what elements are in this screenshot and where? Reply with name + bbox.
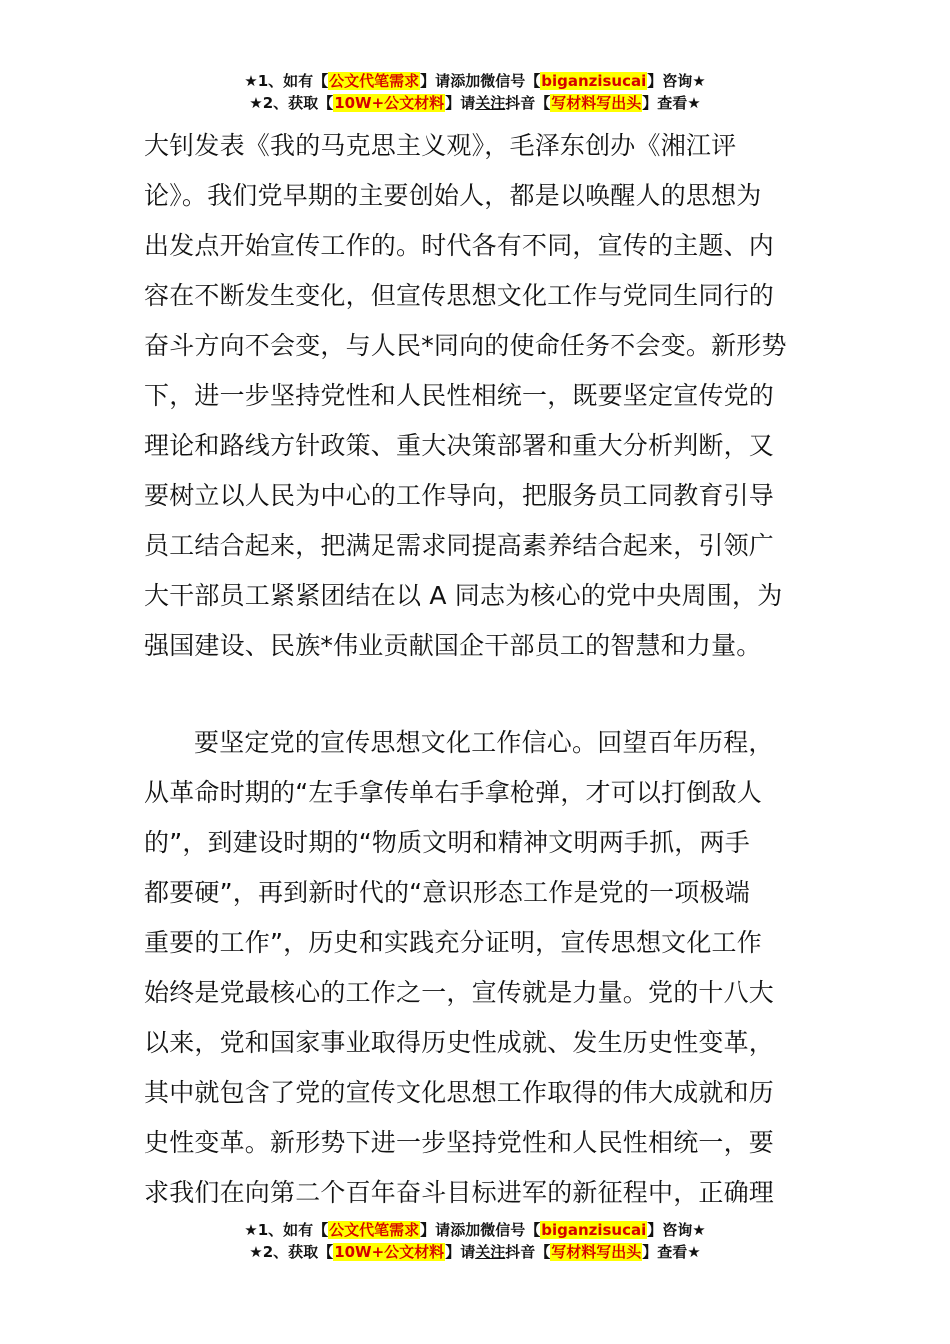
paragraph-line: 论》。我们党早期的主要创始人，都是以唤醒人的思想为 [144,181,762,210]
banner-text: ★1、如有【 [244,72,329,90]
banner-text: ★2、获取【 [249,1243,334,1261]
banner-highlight: 公文代笔需求 [329,1221,420,1239]
banner-text: 微信号【 [480,72,541,90]
header-banner-line-1 [0,70,950,92]
paragraph-line: 大钊发表《我的马克思主义观》，毛泽东创办《湘江评 [144,131,737,160]
paragraph-line: 以来，党和国家事业取得历史性成就、发生历史性变革， [144,1028,775,1057]
header-banner-line-2 [0,92,950,114]
paragraph-line: 其中就包含了党的宣传文化思想工作取得的伟大成就和历 [144,1078,775,1107]
banner-highlight: biganzisucai [541,72,647,90]
banner-emphasis: 添加 [450,1221,481,1239]
paragraph-line: 从革命时期的“左手拿传单右手拿枪弹，才可以打倒敌人 [144,778,762,807]
banner-text: 】查看★ [642,94,701,112]
paragraph-2 [144,718,808,1218]
banner-highlight: 写材料写出头 [551,1243,642,1261]
paragraph-line: 下，进一步坚持党性和人民性相统一，既要坚定宣传党的 [144,381,775,410]
paragraph-line: 容在不断发生变化，但宣传思想文化工作与党同生同行的 [144,281,775,310]
banner-emphasis: 添加 [450,72,481,90]
paragraph-line: 大干部员工紧紧团结在以 A 同志为核心的党中央周围，为 [144,581,783,610]
paragraph-line: 奋斗方向不会变，与人民*同向的使命任务不会变。新形势 [144,331,787,360]
footer-banner [0,1219,950,1263]
banner-text: 】请 [445,94,476,112]
paragraph-line: 员工结合起来，把满足需求同提高素养结合起来，引领广 [144,531,775,560]
banner-text: 】查看★ [642,1243,701,1261]
paragraph-line: 求我们在向第二个百年奋斗目标进军的新征程中，正确理 [144,1178,775,1207]
paragraph-1 [144,121,808,671]
header-banner [0,70,950,114]
banner-text: 】请 [420,72,451,90]
paragraph-line: 理论和路线方针政策、重大决策部署和重大分析判断，又 [144,431,775,460]
paragraph-line: 要坚定党的宣传思想文化工作信心。回望百年历程， [194,728,774,757]
paragraph-line: 始终是党最核心的工作之一，宣传就是力量。党的十八大 [144,978,775,1007]
banner-text: ★1、如有【 [244,1221,329,1239]
paragraph-line: 史性变革。新形势下进一步坚持党性和人民性相统一，要 [144,1128,775,1157]
banner-text: ★2、获取【 [249,94,334,112]
paragraph-line: 重要的工作”，历史和实践充分证明，宣传思想文化工作 [144,928,762,957]
paragraph-line: 出发点开始宣传工作的。时代各有不同，宣传的主题、内 [144,231,775,260]
paragraph-line: 要树立以人民为中心的工作导向，把服务员工同教育引导 [144,481,775,510]
banner-text: 】咨询★ [647,1221,706,1239]
banner-text: 抖音【 [505,1243,551,1261]
banner-highlight: biganzisucai [541,1221,647,1239]
footer-banner-line-2 [0,1241,950,1263]
banner-highlight: 写材料写出头 [551,94,642,112]
banner-text: 】请 [420,1221,451,1239]
banner-highlight: 公文代笔需求 [329,72,420,90]
banner-emphasis: 关注 [475,1243,506,1261]
footer-banner-line-1 [0,1219,950,1241]
banner-text: 】咨询★ [647,72,706,90]
banner-text: 抖音【 [505,94,551,112]
paragraph-line: 都要硬”，再到新时代的“意识形态工作是党的一项极端 [144,878,750,907]
banner-text: 微信号【 [480,1221,541,1239]
paragraph-line: 的”，到建设时期的“物质文明和精神文明两手抓，两手 [144,828,750,857]
banner-emphasis: 关注 [475,94,506,112]
banner-highlight: 10W+公文材料 [334,94,445,112]
banner-highlight: 10W+公文材料 [334,1243,445,1261]
paragraph-line: 强国建设、民族*伟业贡献国企干部员工的智慧和力量。 [144,631,762,660]
banner-text: 】请 [445,1243,476,1261]
